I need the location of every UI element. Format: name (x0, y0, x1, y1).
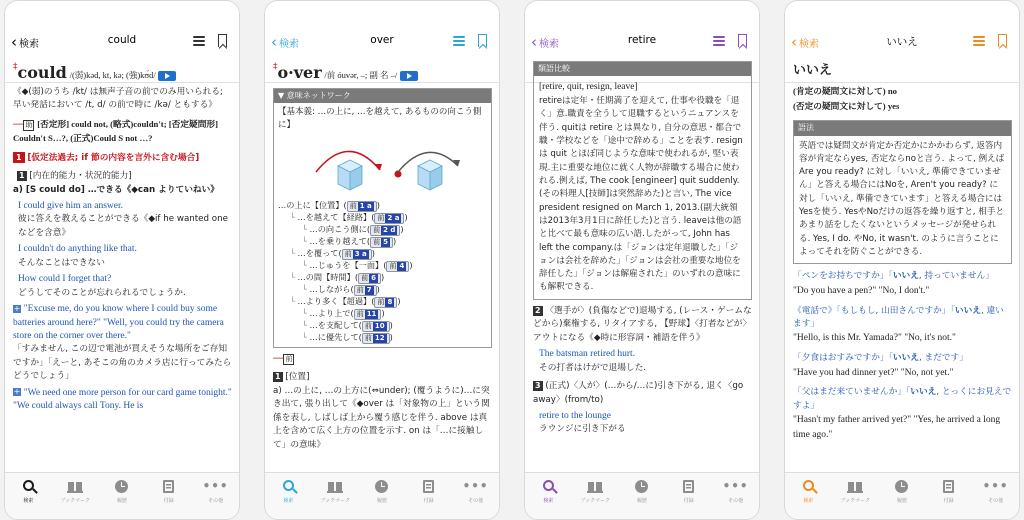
more-icon: ••• (982, 479, 1009, 493)
sense-number: 2 (535, 305, 541, 315)
tree-node: └ …を支配して( 前 10 ) (302, 319, 393, 330)
example-ja: 「すみません, この辺で電池が買えそうな場所をご存知ですか」「えーと, あそこの角のカメラ店に行ってみたらどうでしょう」 (13, 344, 232, 382)
cross-reference-link[interactable]: 前 12 (362, 333, 390, 344)
pos-label: 助 (25, 120, 33, 129)
tab-bookmark[interactable]: ブックマーク (832, 473, 879, 519)
cross-reference-link[interactable]: 前 2 a (374, 213, 404, 224)
example-ja: ラウンジに引き下がる (539, 424, 626, 435)
back-button[interactable]: ‹ 検索 (791, 33, 819, 51)
clock-icon (375, 480, 388, 493)
cross-reference-link[interactable]: 前 2 d (370, 225, 400, 236)
tab-appendix[interactable]: 付録 (145, 473, 192, 519)
pronunciation: /前 óuvər, ‒; 副 名 ‒/ (324, 70, 398, 80)
dialog-example: 「父はまだ来ていませんか」「いいえ, とっくにお見えですよ」 "Hasn't my father arrived yet?" "Yes, he arrived a long time ago." (793, 386, 1012, 442)
entry-content (785, 53, 1019, 472)
note: 《◆(弱)のうち /kt/ は無声子音の前でのみ用いられる; 早い発話において /t, d/ の前で時に /kə/ ともする》 (13, 86, 223, 111)
entry-content: ‡could /(弱)kəd, kt, kə; (強)kʊ́d/ 《◆(弱)のうち /kt/ は無声子音の前でのみ用いられる; 早い発話において /t, d/ の前で時に /kə/ ともする》 ── 助 [否定形] could not, (略式)couldn't; [否定疑問形] Couldn't S…?, (正式)Could S not …? 1 [仮定法過去; if 節の内容を言外に含む場合] 1 [内在的能力・状況的能力] a) [S could do] …できる《◆can よりていねい》 I could give him an answer. 彼に答えを教えることができる《◆if he wanted one などを含意》 I couldn't do anything like that. そんなことはできない How could I forget that? どうしてそのことが忘れられるでしょうか. + "Excuse me, do you know where I could buy some batteries around here?" "Well, you could try the camera store on the corner over there." 「すみません, この辺で電池が買えそうな場所をご存知ですか」「えーと, あそこの角のカメラ店に行ってみたらどうでしょう」 + "We need one more person for our card game tonight." "We could always call Tony. He is (13, 62, 232, 412)
bookmark-icon[interactable] (738, 34, 747, 47)
nav-title: retire (627, 34, 657, 46)
sense-title: [位置] (285, 372, 310, 383)
tab-bar (525, 472, 759, 519)
tab-bookmark[interactable]: ブックマーク (312, 473, 359, 519)
dialog-example: 「夕食はおすみですか」「いいえ, まだです」 "Have you had dinner yet?" "No, not yet." (793, 352, 1012, 380)
pos-label: 前 (285, 354, 293, 363)
chevron-left-icon: ‹ (11, 33, 17, 51)
tree-node: └ …に優先して( 前 12 ) (302, 331, 393, 342)
tree-node: └ …の間【時間】( 前 6 ) (290, 271, 385, 282)
cross-reference-link[interactable]: 前 3 a (342, 249, 372, 260)
book-icon (587, 482, 603, 493)
highlight-word: いいえ (954, 305, 981, 316)
tab-history[interactable]: 履歴 (879, 473, 926, 519)
list-icon[interactable] (713, 36, 725, 46)
example-en: "Hasn't my father arrived yet?" "Yes, he arrived a long time ago." (793, 415, 1001, 441)
tree-node: └ …を越えて【経路】( 前 2 a ) (290, 211, 408, 222)
usage-header: 語法 (794, 121, 1011, 135)
tab-bar (785, 472, 1019, 519)
example-en: retire to the lounge (539, 411, 612, 421)
sense-text: 〈選手が〉(負傷などで)退場する, (レース・ゲームなどから)棄権する, リタイアする, 【野球】〈打者などが〉アウトになる《◆時に形容詞・補語を伴う》 (533, 305, 752, 343)
back-button[interactable]: ‹ 検索 (271, 33, 299, 51)
example-en: I couldn't do anything like that. (18, 244, 137, 255)
tree-node: └ …より上で( 前 11 ) (302, 307, 385, 318)
meaning-network (273, 88, 492, 348)
search-icon (23, 480, 34, 491)
expand-icon[interactable]: + (13, 303, 21, 313)
star-icon: ‡ (273, 62, 278, 72)
chevron-left-icon: ‹ (791, 33, 797, 51)
phone-screen-over (264, 0, 500, 520)
more-icon: ••• (722, 479, 749, 493)
example-ja: 彼に答えを教えることができる《◆if he wanted one などを含意》 (18, 214, 228, 238)
example-en: How could I forget that? (18, 274, 112, 285)
core-meaning: 【基本義: …の上に, …を越えて, あるものの向こう側に】 (278, 107, 482, 130)
back-button[interactable]: ‹ 検索 (531, 33, 559, 51)
example-en: The batsman retired hurt. (539, 349, 636, 360)
tab-appendix[interactable]: 付録 (665, 473, 712, 519)
clock-icon (635, 480, 648, 493)
play-sound-icon[interactable] (400, 71, 418, 81)
expand-icon[interactable]: + (13, 387, 21, 397)
example-en: "Hello, is this Mr. Yamada?" "No, it's not." (793, 333, 956, 344)
cross-reference-link[interactable]: 前 8 (374, 297, 397, 308)
tab-more[interactable]: ••• その他 (462, 479, 489, 504)
tree-node: …の上に【位置】( 前 1 a ) (278, 199, 380, 210)
play-sound-icon[interactable] (158, 71, 176, 81)
tab-search[interactable]: 検索 (525, 473, 572, 519)
tree-node: └ …の向こう側に( 前 2 d ) (302, 223, 404, 234)
clock-icon (895, 480, 908, 493)
example-en: I could give him an answer. (18, 201, 124, 212)
definition: (否定の疑問文に対して) yes (793, 100, 900, 111)
phone-screen-iie (784, 0, 1020, 520)
search-icon (283, 480, 294, 491)
cross-reference-link[interactable]: 前 4 (386, 261, 409, 272)
tab-history[interactable]: 履歴 (99, 473, 146, 519)
bookmark-icon[interactable] (478, 34, 487, 47)
synonym-text: retireは定年・任期満了を迎えて, 仕事や役職を「退く」意.職責を全うして退職するというニュアンスを伴う. quitは retire とは異なり, 自分の意思・都合で職・学校などを「途中で辞める」ことを表す. resignは quit とほぼ同じような意味で使われるが, 堅い表現.主に重要な地位に就く人物が辞職する場合に使われる.例えば, The cook [engineer] quit suddenly.(その料理人[技師]は突然辞めた)と言い, The vice president resigned on March 1, 2013.(副大統領は2013年3月1日に辞任した)と言う. leaveは他の語と比べて最も意味の広い語.したがって, John has left the company.は「ジョンは定年退職した」「ジョンは会社を辞めた」「ジョンは会社の重要な地位を辞任した」「ジョンは解雇された」のいずれの意味にも解釈できる. (539, 96, 743, 293)
tab-search[interactable]: 検索 (5, 473, 52, 519)
example-ja: どうしてそのことが忘れられるでしょうか. (18, 287, 186, 298)
headword: o·ver (277, 63, 322, 82)
subsense: [内在的能力・状況的能力] (29, 171, 132, 182)
book-icon (67, 482, 83, 493)
sense-title: [仮定法過去; if 節の内容を言外に含む場合] (27, 152, 200, 163)
tree-node: └ …じゅうを【一面】( 前 4 ) (302, 259, 413, 270)
example-en: "Excuse me, do you know where I could buy some batteries around here?" "Well, you could try the camera store on the corner over there." (13, 304, 224, 341)
tab-more[interactable]: ••• その他 (982, 479, 1009, 504)
tree-node: └ …しながら( 前 7 ) (302, 283, 380, 294)
synonym-list: [retire, quit, resign, leave] (539, 82, 638, 93)
tab-history[interactable]: 履歴 (359, 473, 406, 519)
usage-text: 英語では疑問文が肯定か否定かにかかわらず, 返答内容が肯定ならyes, 否定ならnoと言う. よって, 例えばAre you ready? に対し「いいえ, 準備できていません」と答える場合にはNoを, Aren't you ready? に対し「いいえ, 準備できています」と答える場合にはYesを使う. YesやNoだけの返答を繰り返すと, 相手とあまり話をしたくないというメッセージが発せられる. Yes, I do. やNo, it wasn't. のように言うことによってそれを防ぐことができる. (799, 140, 1005, 257)
tab-more[interactable]: ••• その他 (202, 479, 229, 504)
synonym-header: 類語比較 (534, 62, 751, 76)
over-illustration (278, 136, 488, 198)
sense-number: 1 (275, 372, 281, 382)
book-icon (847, 482, 863, 493)
bookmark-icon[interactable] (218, 34, 227, 47)
tab-history[interactable]: 履歴 (619, 473, 666, 519)
headword: いいえ (793, 63, 833, 78)
phone-screen-could (4, 0, 240, 520)
meaning-tree (278, 200, 487, 344)
highlight-word: いいえ (892, 353, 919, 364)
list-icon[interactable] (193, 36, 205, 46)
subsense-a: a) …の上に, …の上方に(⇔under); (覆うように)…に突き出て, 張り出して《◆over は「対象物の上」という関係を表し, しばしば上から覆う感じを伴う. above は真上を含めて広く上方の位置を示す. on は「…に接触して」の意味》 (273, 385, 490, 450)
sense-number: 1 (13, 152, 25, 163)
dialog-example: 「ペンをお持ちですか」「いいえ, 持っていません」 "Do you have a pen?" "No, I don't." (793, 270, 1012, 298)
cross-reference-link[interactable]: 前 7 (354, 285, 377, 296)
search-icon (803, 480, 814, 491)
tab-appendix[interactable]: 付録 (925, 473, 972, 519)
chevron-left-icon: ‹ (271, 33, 277, 51)
example-en: "Do you have a pen?" "No, I don't." (793, 285, 930, 296)
tab-bookmark[interactable]: ブックマーク (572, 473, 619, 519)
tab-more[interactable]: ••• その他 (722, 479, 749, 504)
cross-reference-link[interactable]: 前 11 (354, 309, 382, 320)
list-icon[interactable] (973, 36, 985, 46)
tab-search[interactable]: 検索 (265, 473, 312, 519)
more-icon: ••• (202, 479, 229, 493)
phone-screen-retire (524, 0, 760, 520)
entry-content: ‡o·ver /前 óuvər, ‒; 副 名 ‒/ ▼ 意味ネットワーク 【基本義: …の上に, …を越えて, あるものの向こう側に】 …の上に【位置】( 前 1 a ) └ …を越えて【経路】( 前 2 a ) └ …の向こう側に( 前 2 d ) └ …を乗り越えて( 前 5 ) └ …を覆って( 前 3 a ) └ …じゅうを【一面】( 前 4 ) └ …の間【時間】( 前 6 ) └ …しながら( 前 7 ) └ …より多く【超過】( 前 8 ) └ …より上で( 前 11 ) └ …を支配して( 前 10 ) └ …に優先して( 前 12 ) ── 前 1 [位置] a) …の上に, …の上方に(⇔under); (覆うように)…に突き出て, 張り出して《◆over は「対象物の上」という関係を表し, しばしば上から覆う感じを伴う. above は真上を含めて広く上方の位置を示す. on は「…に接触して」の意味》 (265, 53, 499, 472)
document-icon (163, 480, 174, 493)
tab-bar (5, 472, 239, 519)
chevron-left-icon: ‹ (531, 33, 537, 51)
document-icon (423, 480, 434, 493)
tab-appendix[interactable]: 付録 (405, 473, 452, 519)
tab-bar (265, 472, 499, 519)
more-icon: ••• (462, 479, 489, 493)
cross-reference-link[interactable]: 前 5 (370, 237, 393, 248)
headword: could (17, 63, 67, 82)
pronunciation: /(弱)kəd, kt, kə; (強)kʊ́d/ (69, 70, 156, 80)
book-icon (327, 482, 343, 493)
sense-number: 3 (535, 381, 541, 391)
document-icon (683, 480, 694, 493)
clock-icon (115, 480, 128, 493)
example-en: "Have you had dinner yet?" "No, not yet." (793, 367, 954, 378)
back-button[interactable]: ‹ 検索 (11, 33, 39, 51)
highlight-word: いいえ (892, 271, 919, 282)
document-icon (943, 480, 954, 493)
tab-search[interactable]: 検索 (785, 473, 832, 519)
tree-node: └ …を覆って( 前 3 a ) (290, 247, 375, 258)
dialog-example: 《電話で》「もしもし, 山田さんですか」「いいえ, 違います」 "Hello, is this Mr. Yamada?" "No, it's not." (793, 305, 1012, 347)
nav-title: could (107, 34, 137, 46)
search-icon (543, 480, 554, 491)
definition: (肯定の疑問文に対して) no (793, 86, 898, 97)
tree-node: └ …を乗り越えて( 前 5 ) (302, 235, 397, 246)
tree-node: └ …より多く【超過】( 前 8 ) (290, 295, 401, 306)
subsense-a: a) [S could do] …できる《◆can よりていねい》 (13, 184, 219, 195)
usage-box (793, 120, 1012, 264)
bookmark-icon[interactable] (998, 34, 1007, 47)
cross-reference-link[interactable]: 前 6 (358, 273, 381, 284)
star-icon: ‡ (13, 62, 18, 72)
sense-text: (正式)〈人が〉(…から/…に)引き下がる, 退く〈go away〉(from/to) (533, 381, 744, 405)
example-ja: そんなことはできない (18, 257, 105, 268)
highlight-word: いいえ (910, 387, 937, 398)
synonym-box (533, 61, 752, 300)
nav-title: over (370, 34, 394, 46)
list-icon[interactable] (453, 36, 465, 46)
network-header[interactable]: ▼ 意味ネットワーク (274, 89, 491, 103)
example-ja: その打者はけがで退場した. (539, 362, 647, 373)
dialog-examples (793, 270, 1012, 443)
nav-title: いいえ (886, 36, 918, 48)
cross-reference-link[interactable]: 前 1 a (347, 201, 377, 212)
tab-bookmark[interactable]: ブックマーク (52, 473, 99, 519)
cross-reference-link[interactable]: 前 10 (362, 321, 390, 332)
example-en: "We need one more person for our card game tonight." "We could always call Tony. He is (13, 387, 232, 412)
entry-content (525, 53, 759, 472)
forms: [否定形] could not, (略式)couldn't; [否定疑問形] Couldn't S…?, (正式)Could S not …? (13, 118, 218, 144)
